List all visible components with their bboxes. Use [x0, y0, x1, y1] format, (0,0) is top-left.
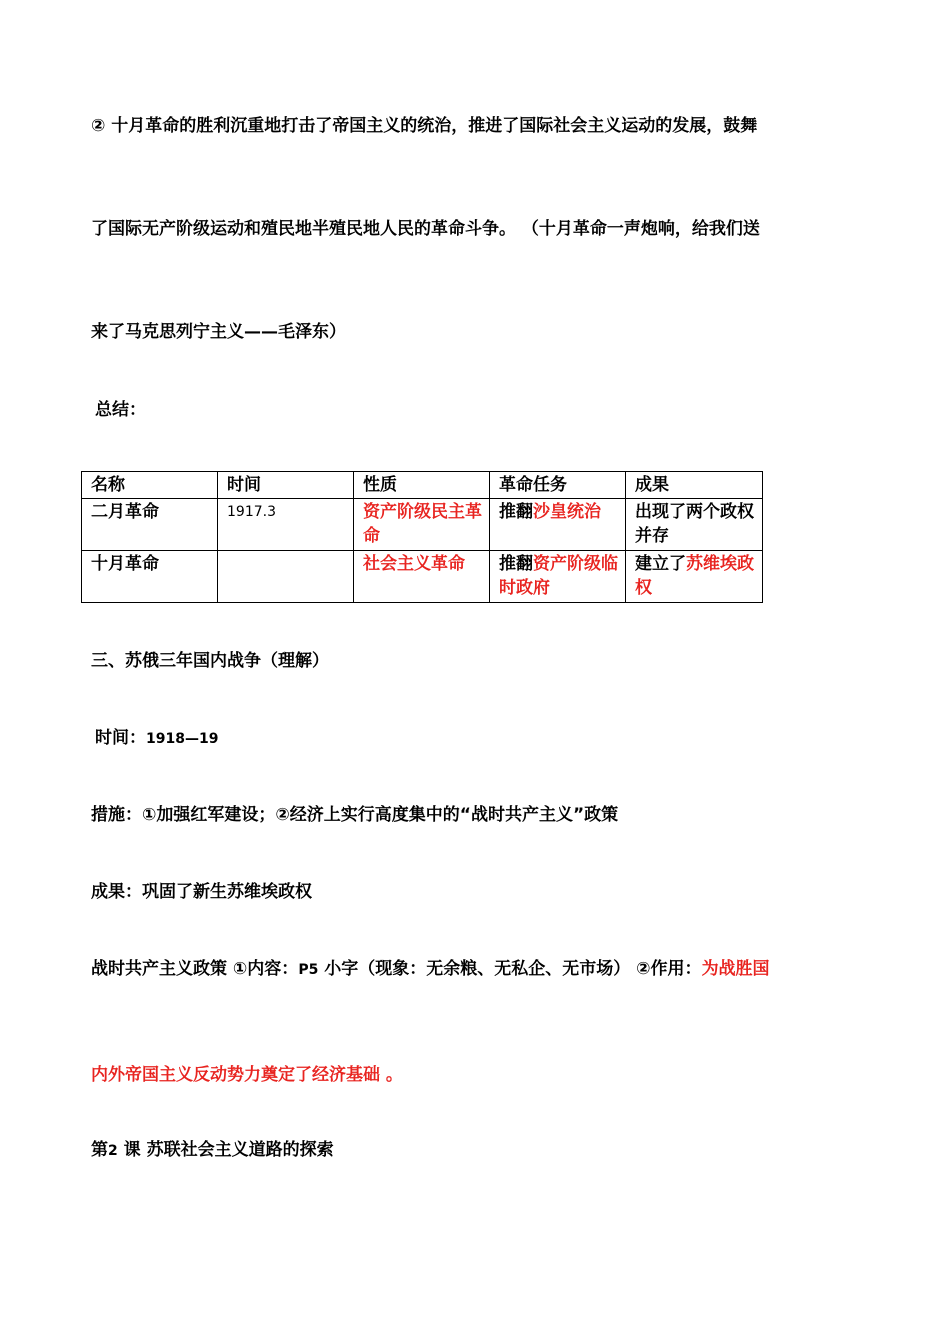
table-header-row — [82, 472, 763, 499]
cell-time — [218, 551, 354, 603]
header-name: 名称 — [82, 472, 218, 499]
table-row — [82, 551, 763, 603]
cell-name: 十月革命 — [82, 551, 218, 603]
task-prefix: 推翻 — [499, 502, 533, 522]
table-row — [82, 499, 763, 551]
lesson2-title — [91, 1139, 334, 1162]
paragraph-line-3: 来了马克思列宁主义——毛泽东） — [91, 322, 346, 342]
header-result: 成果 — [626, 472, 763, 499]
policy-text-b: 小字（现象：无余粮、无私企、无市场） ②作用： — [318, 959, 702, 979]
cell-name: 二月革命 — [82, 499, 218, 551]
time-value: 1918—19 — [146, 731, 219, 747]
policy-page-ref: P5 — [298, 962, 319, 978]
paragraph-line-2: 了国际无产阶级运动和殖民地半殖民地人民的革命斗争。 （十月革命一声炮响，给我们送 — [91, 219, 760, 239]
section3-time — [95, 727, 218, 750]
paragraph-line-1: ② 十月革命的胜利沉重地打击了帝国主义的统治，推进了国际社会主义运动的发展，鼓舞 — [91, 116, 758, 136]
cell-nature: 资产阶级民主革命 — [354, 499, 490, 551]
result-prefix: 建立了 — [635, 554, 686, 574]
result-red: 苏维埃政权 — [635, 554, 754, 598]
cell-task — [490, 551, 626, 603]
cell-task — [490, 499, 626, 551]
cell-result — [626, 499, 763, 551]
policy-line-2: 内外帝国主义反动势力奠定了经济基础 。 — [91, 1065, 403, 1085]
policy-text-a: 战时共产主义政策 ①内容： — [91, 959, 299, 979]
summary-table — [81, 471, 763, 603]
time-label: 时间： — [95, 728, 146, 748]
cell-time: 1917.3 — [218, 499, 354, 551]
cell-result — [626, 551, 763, 603]
result-prefix: 出现了两个政权并存 — [635, 502, 754, 546]
cell-nature: 社会主义革命 — [354, 551, 490, 603]
task-red: 资产阶级临时政府 — [499, 554, 618, 598]
section3-heading: 三、苏俄三年国内战争（理解） — [91, 651, 329, 671]
lesson2-prefix: 第 — [91, 1140, 108, 1160]
lesson2-text: 课 苏联社会主义道路的探索 — [117, 1140, 334, 1160]
policy-red-1: 为战胜国 — [701, 959, 770, 979]
policy-line-1 — [91, 958, 770, 981]
summary-label: 总结： — [95, 400, 146, 420]
header-task: 革命任务 — [490, 472, 626, 499]
section3-measures: 措施：①加强红军建设；②经济上实行高度集中的“战时共产主义”政策 — [91, 805, 619, 825]
header-time: 时间 — [218, 472, 354, 499]
task-prefix: 推翻 — [499, 554, 533, 574]
section3-result: 成果：巩固了新生苏维埃政权 — [91, 882, 312, 902]
lesson2-num: 2 — [108, 1143, 118, 1159]
header-nature: 性质 — [354, 472, 490, 499]
task-red: 沙皇统治 — [533, 502, 601, 522]
